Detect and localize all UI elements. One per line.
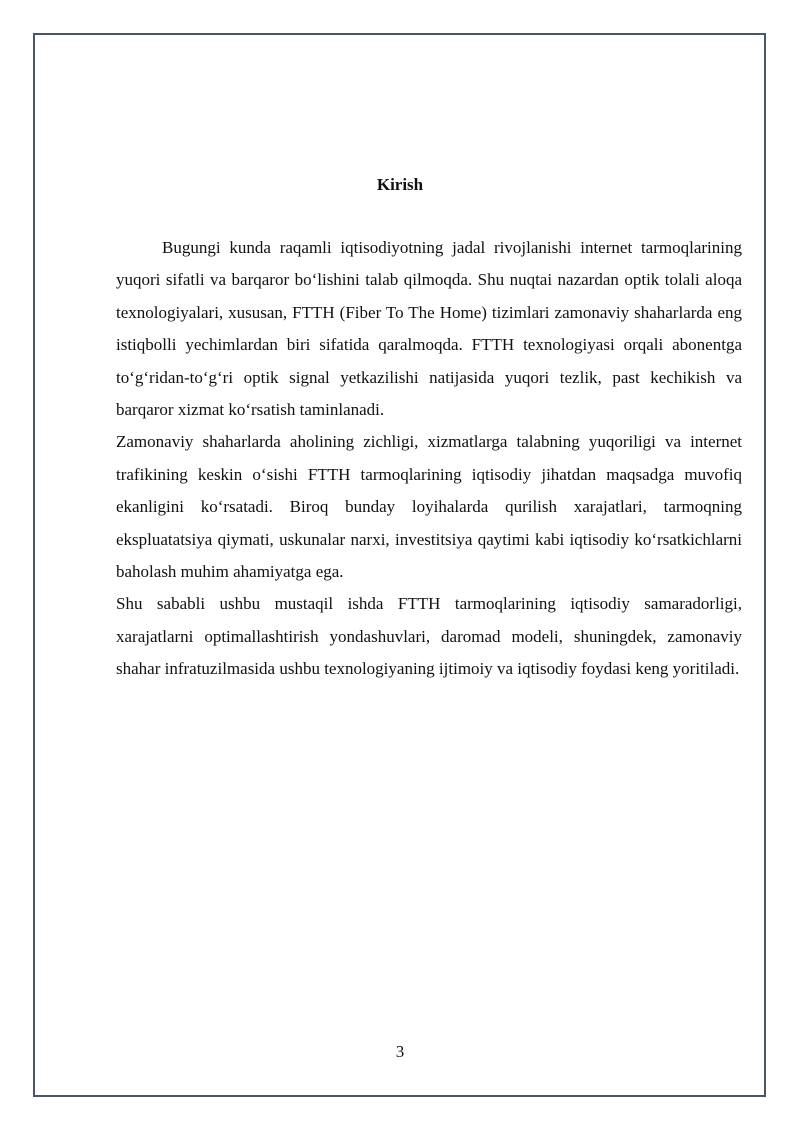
section-title: Kirish [376, 175, 424, 194]
paragraph-3: Shu sababli ushbu mustaqil ishda FTTH tarmoqlarining iqtisodiy samaradorligi, xarajatlarni optimallashtirish yondashuvlari, daromad modeli, shuningdek, zamonaviy shahar infratuzilmasida ushbu texnologiyaning ijtimoiy va iqtisodiy foydasi keng yoritiladi. [116, 594, 742, 679]
page-number: 3 [395, 1042, 405, 1061]
paragraph-1: Bugungi kunda raqamli iqtisodiyotning jadal rivojlanishi internet tarmoqlarining yuqori sifatli va barqaror bo‘lishini talab qilmoqda. Shu nuqtai nazardan optik tolali aloqa texnologiyalari, xususan, FTTH (Fiber To The Home) tizimlari zamonaviy shaharlarda eng istiqbolli yechimlardan biri sifatida qaralmoqda. FTTH texnologiyasi orqali abonentga to‘g‘ridan-to‘g‘ri optik signal yetkazilishi natijasida yuqori tezlik, past kechikish va barqaror xizmat ko‘rsatish taminlanadi. [116, 238, 742, 420]
paragraph-2: Zamonaviy shaharlarda aholining zichligi, xizmatlarga talabning yuqoriligi va internet trafikining keskin o‘sishi FTTH tarmoqlarining iqtisodiy jihatdan maqsadga muvofiq ekanligini ko‘rsatadi. Biroq bunday loyihalarda qurilish xarajatlari, tarmoqning ekspluatatsiya qiymati, uskunalar narxi, investitsiya qaytimi kabi iqtisodiy ko‘rsatkichlarni baholash muhim ahamiyatga ega. [116, 432, 742, 582]
body-text [116, 232, 742, 686]
